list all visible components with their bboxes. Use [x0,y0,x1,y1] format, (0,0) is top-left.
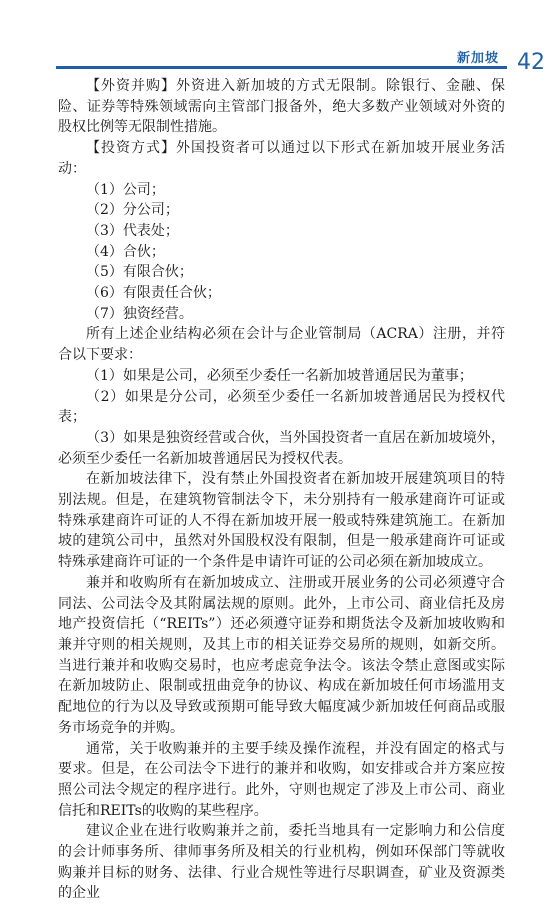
paragraph-acra-intro: 所有上述企业结构必须在会计与企业管制局（ACRA）注册，并符合以下要求： [58,326,505,364]
header-label: 新加坡 [456,51,499,66]
requirement-item: （2）如果是分公司，必须至少委任一名新加坡普通居民为授权代表； [58,388,505,426]
list-item: （6）有限责任合伙； [86,285,221,302]
list-item: （4）合伙； [86,243,165,260]
list-item: （7）独资经营。 [86,305,193,322]
requirement-item: （3）如果是独资经营或合伙，当外国投资者一直居在新加坡境外，必须至少委任一名新加坡普通居民为授权代表。 [58,429,505,467]
paragraph-procedures: 通常，关于收购兼并的主要手续及操作流程，并没有固定的格式与要求。但是，在公司法令下进行的兼并和收购，如安排或合并方案应按照公司法令规定的程序进行。此外，守则也规定了涉及上市公司、商业信托和REITs的收购的某些程序。 [58,740,505,819]
header-rule [56,66,507,69]
list-item: （2）分公司； [86,202,179,219]
page-number: 42 [517,50,545,75]
paragraph-mergers-acquisitions: 兼并和收购所有在新加坡成立、注册或开展业务的公司必须遵守合同法、公司法令及其附属法规的原则。此外，上市公司、商业信托及房地产投资信托（“REITs”）还必须遵守证券和期货法令及新加坡收购和兼并守则的相关规则，及其上市的相关证券交易所的规则，如新交所。当进行兼并和收购交易时，也应考虑竞争法令。该法令禁止意图或实际在新加坡防止、限制或扭曲竞争的协议、构成在新加坡任何市场滥用支配地位的行为以及导致或预期可能导致大幅度减少新加坡任何商品或服务市场竞争的并购。 [58,574,505,736]
list-item: （3）代表处； [86,222,179,239]
list-item: （5）有限合伙； [86,264,193,281]
paragraph-foreign-merger: 【外资并购】外资进入新加坡的方式无限制。除银行、金融、保险、证券等特殊领域需向主管部门报备外，绝大多数产业领域对外资的股权比例等无限制性措施。 [58,78,505,136]
paragraph-investment-methods: 【投资方式】外国投资者可以通过以下形式在新加坡开展业务活动： [58,140,505,177]
page-header [0,0,559,80]
paragraph-due-diligence: 建议企业在进行收购兼并之前，委托当地具有一定影响力和公信度的会计师事务所、律师事务所及相关的行业机构，例如环保部门等就收购兼并目标的财务、法律、行业合规性等进行尽职调查，矿业及资源类的企业 [58,823,505,902]
paragraph-construction-law: 在新加坡法律下，没有禁止外国投资者在新加坡开展建筑项目的特别法规。但是，在建筑物管制法令下，未分别持有一般承建商许可证或特殊承建商许可证的人不得在新加坡开展一般或特殊建筑施工。在新加坡的建筑公司中，虽然对外国股权没有限制，但是一般承建商许可证或特殊承建商许可证的一个条件是申请许可证的公司必须在新加坡成立。 [58,471,505,571]
list-item: （1）公司； [86,181,165,198]
page-body [58,76,505,904]
requirement-item: （1）如果是公司，必须至少委任一名新加坡普通居民为董事； [86,367,473,384]
